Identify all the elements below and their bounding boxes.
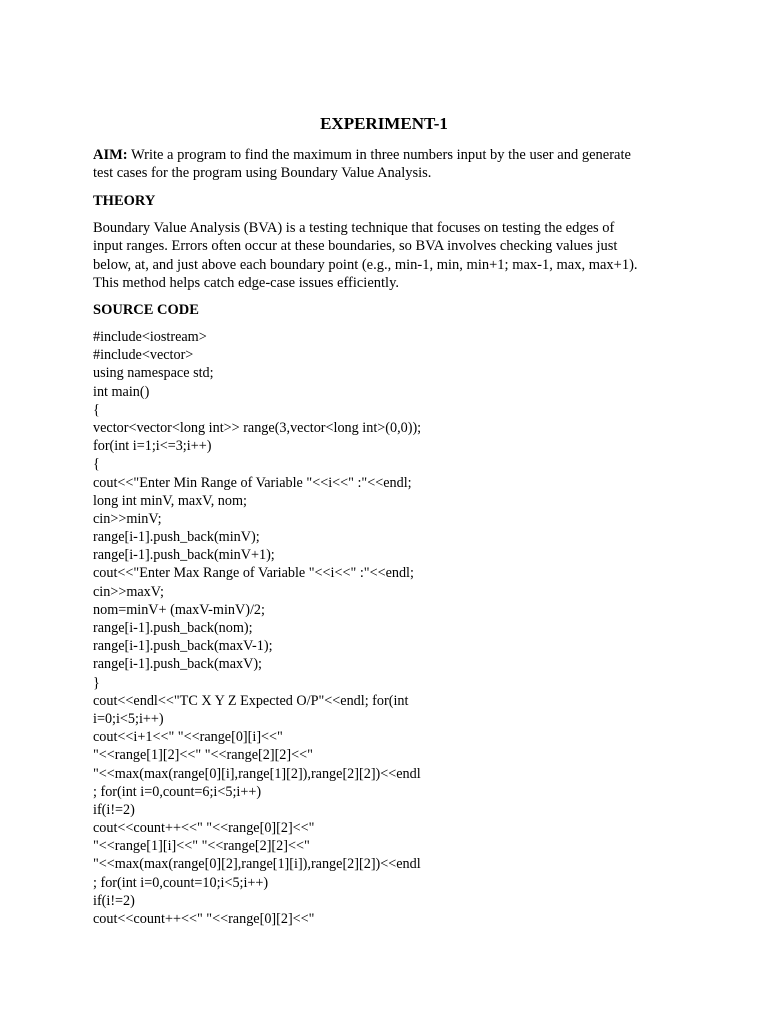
code-line: {: [93, 401, 100, 418]
code-line: cout<<i+1<<" "<<range[0][i]<<": [93, 729, 283, 746]
code-line: using namespace std;: [93, 365, 214, 382]
code-line: cout<<count++<<" "<<range[0][2]<<": [93, 911, 315, 927]
code-line: cin>>minV;: [93, 510, 162, 527]
code-line: cout<<endl<<"TC X Y Z Expected O/P"<<endl; for(int: [93, 692, 409, 709]
theory-line: This method helps catch edge-case issues efficiently.: [93, 274, 400, 291]
code-line: range[i-1].push_back(minV);: [93, 529, 260, 546]
code-line: range[i-1].push_back(maxV-1);: [93, 638, 273, 655]
code-line: vector<vector<long int>> range(3,vector<long int>(0,0));: [93, 419, 422, 436]
code-line: int main(): [93, 383, 150, 400]
code-line: "<<range[1][i]<<" "<<range[2][2]<<": [93, 838, 310, 855]
source-code-block: [93, 328, 683, 928]
code-line: range[i-1].push_back(maxV);: [93, 656, 263, 673]
code-line: "<<range[1][2]<<" "<<range[2][2]<<": [93, 747, 313, 764]
code-line: "<<max(max(range[0][2],range[1][i]),range[2][2])<<endl: [93, 856, 421, 873]
code-line: cout<<count++<<" "<<range[0][2]<<": [93, 820, 315, 837]
aim-text: Write a program to find the maximum in three numbers input by the user and generate: [127, 147, 631, 163]
code-line: range[i-1].push_back(minV+1);: [93, 547, 275, 564]
theory-line: below, at, and just above each boundary point (e.g., min-1, min, min+1; max-1, max, max+1).: [93, 256, 638, 273]
theory-paragraph: [93, 219, 683, 292]
code-line: #include<iostream>: [93, 329, 207, 345]
code-line: {: [93, 456, 100, 473]
code-line: long int minV, maxV, nom;: [93, 492, 247, 509]
code-line: for(int i=1;i<=3;i++): [93, 438, 212, 455]
theory-line: Boundary Value Analysis (BVA) is a testing technique that focuses on testing the edges of: [93, 220, 615, 236]
code-line: if(i!=2): [93, 801, 135, 818]
code-line: range[i-1].push_back(nom);: [93, 620, 253, 636]
aim-section: [93, 146, 683, 183]
source-code-heading: SOURCE CODE: [93, 302, 199, 318]
aim-line: test cases for the program using Boundary Value Analysis.: [93, 165, 432, 182]
code-line: ; for(int i=0,count=6;i<5;i++): [93, 783, 262, 800]
aim-label: AIM:: [93, 147, 128, 163]
theory-line: input ranges. Errors often occur at these boundaries, so BVA involves checking values just: [93, 238, 618, 255]
code-line: ; for(int i=0,count=10;i<5;i++): [93, 874, 269, 891]
code-line: cout<<"Enter Min Range of Variable "<<i<<" :"<<endl;: [93, 474, 412, 491]
code-line: cin>>maxV;: [93, 583, 164, 600]
code-line: "<<max(max(range[0][i],range[1][2]),range[2][2])<<endl: [93, 765, 421, 782]
code-line: #include<vector>: [93, 347, 194, 364]
code-line: }: [93, 674, 100, 691]
code-line: if(i!=2): [93, 892, 135, 909]
theory-heading: THEORY: [93, 193, 156, 209]
page-title: EXPERIMENT-1: [320, 114, 448, 133]
code-line: i=0;i<5;i++): [93, 710, 164, 727]
code-line: cout<<"Enter Max Range of Variable "<<i<<" :"<<endl;: [93, 565, 414, 582]
aim-line: [93, 146, 683, 164]
code-line: nom=minV+ (maxV-minV)/2;: [93, 601, 265, 618]
